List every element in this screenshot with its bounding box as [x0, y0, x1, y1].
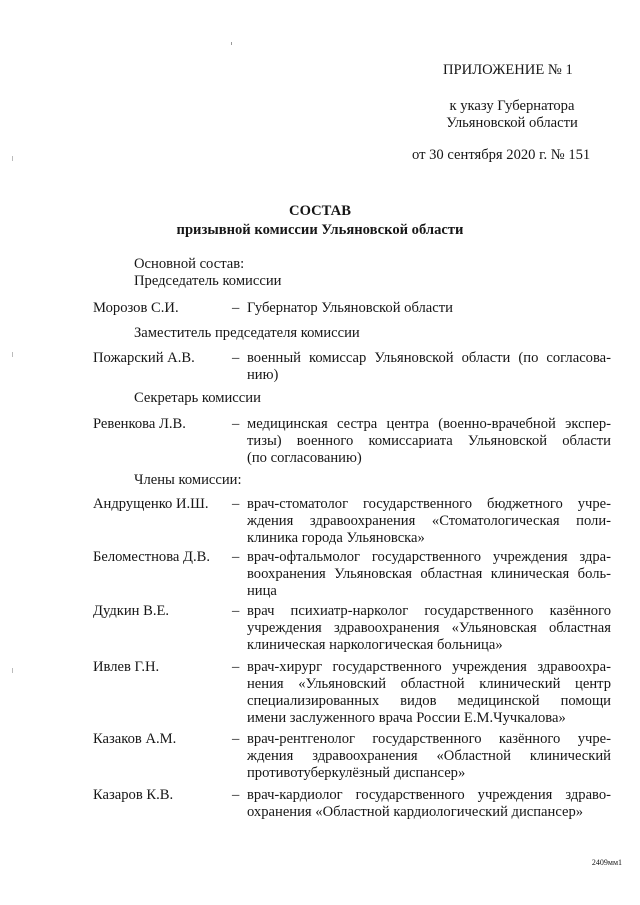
- position-line: ждения здравоохранения «Стоматологическая поли-: [247, 513, 611, 529]
- dash-separator: –: [232, 300, 240, 316]
- dash-separator: –: [232, 496, 240, 512]
- document-title: СОСТАВ: [289, 203, 351, 219]
- person-name: Андрущенко И.Ш.: [93, 496, 209, 512]
- position-line: Губернатор Ульяновской области: [247, 300, 453, 316]
- position-line: врач-рентгенолог государственного казённого учре-: [247, 731, 611, 747]
- person-position: [247, 416, 611, 467]
- person-name: Казаров К.В.: [93, 787, 174, 803]
- decree-date: от 30 сентября 2020 г. № 151: [412, 147, 591, 163]
- person-position: [247, 549, 611, 600]
- section-secretary: Секретарь комиссии: [134, 390, 261, 406]
- position-line: тизы) военного комиссариата Ульяновской области: [247, 433, 611, 449]
- position-line: специализированных видов медицинской помощи: [247, 693, 611, 709]
- dash-separator: –: [232, 416, 240, 432]
- position-line: имени заслуженного врача России Е.М.Чучкалова»: [247, 710, 566, 726]
- person-name: Ревенкова Л.В.: [93, 416, 186, 432]
- dash-separator: –: [232, 787, 240, 803]
- person-position: [247, 300, 611, 317]
- person-name: Морозов С.И.: [93, 300, 179, 316]
- position-line: воохранения Ульяновская областная клиническая боль-: [247, 566, 611, 582]
- position-line: (по согласованию): [247, 450, 362, 466]
- scan-speck: [231, 42, 232, 45]
- person-name: Казаков А.М.: [93, 731, 177, 747]
- person-position: [247, 659, 611, 727]
- dash-separator: –: [232, 603, 240, 619]
- position-line: учреждения здравоохранения «Ульяновская областная: [247, 620, 611, 636]
- section-main-composition: Основной состав:: [134, 256, 245, 272]
- dash-separator: –: [232, 549, 240, 565]
- section-members: Члены комиссии:: [134, 472, 242, 488]
- position-line: нения «Ульяновский областной клинический центр: [247, 676, 611, 692]
- decree-line-2: Ульяновской области: [446, 115, 578, 131]
- person-position: [247, 496, 611, 547]
- scan-speck: [12, 352, 13, 357]
- position-line: клиническая наркологическая больница»: [247, 637, 503, 653]
- position-line: врач-хирург государственного учреждения здравоохра-: [247, 659, 611, 675]
- document-code: 2409мм1: [591, 858, 622, 867]
- dash-separator: –: [232, 731, 240, 747]
- position-line: ждения здравоохранения «Областной клинический: [247, 748, 611, 764]
- scan-speck: [12, 156, 13, 161]
- position-line: врач-офтальмолог государственного учреждения здра-: [247, 549, 611, 565]
- position-line: противотуберкулёзный диспансер»: [247, 765, 466, 781]
- person-name: Ивлев Г.Н.: [93, 659, 160, 675]
- decree-reference: [432, 98, 592, 132]
- position-line: врач психиатр-нарколог государственного казённого: [247, 603, 611, 619]
- person-position: [247, 603, 611, 654]
- person-position: [247, 731, 611, 782]
- person-name: Дудкин В.Е.: [93, 603, 170, 619]
- position-line: военный комиссар Ульяновской области (по согласова-: [247, 350, 611, 366]
- person-name: Беломестнова Д.В.: [93, 549, 211, 565]
- person-name: Пожарский А.В.: [93, 350, 195, 366]
- person-position: [247, 787, 611, 821]
- position-line: охранения «Областной кардиологический диспансер»: [247, 804, 584, 820]
- section-chairman: Председатель комиссии: [134, 273, 282, 289]
- position-line: врач-стоматолог государственного бюджетного учре-: [247, 496, 611, 512]
- dash-separator: –: [232, 350, 240, 366]
- scan-speck: [12, 668, 13, 673]
- position-line: клиника города Ульяновска»: [247, 530, 425, 546]
- position-line: медицинская сестра центра (военно-врачебной экспер-: [247, 416, 611, 432]
- decree-line-1: к указу Губернатора: [449, 98, 575, 114]
- document-subtitle: призывной комиссии Ульяновской области: [176, 222, 464, 238]
- position-line: врач-кардиолог государственного учреждения здраво-: [247, 787, 611, 803]
- section-deputy: Заместитель председателя комиссии: [134, 325, 360, 341]
- position-line: нию): [247, 367, 279, 383]
- annex-number: ПРИЛОЖЕНИЕ № 1: [443, 62, 573, 78]
- dash-separator: –: [232, 659, 240, 675]
- person-position: [247, 350, 611, 384]
- position-line: ница: [247, 583, 277, 599]
